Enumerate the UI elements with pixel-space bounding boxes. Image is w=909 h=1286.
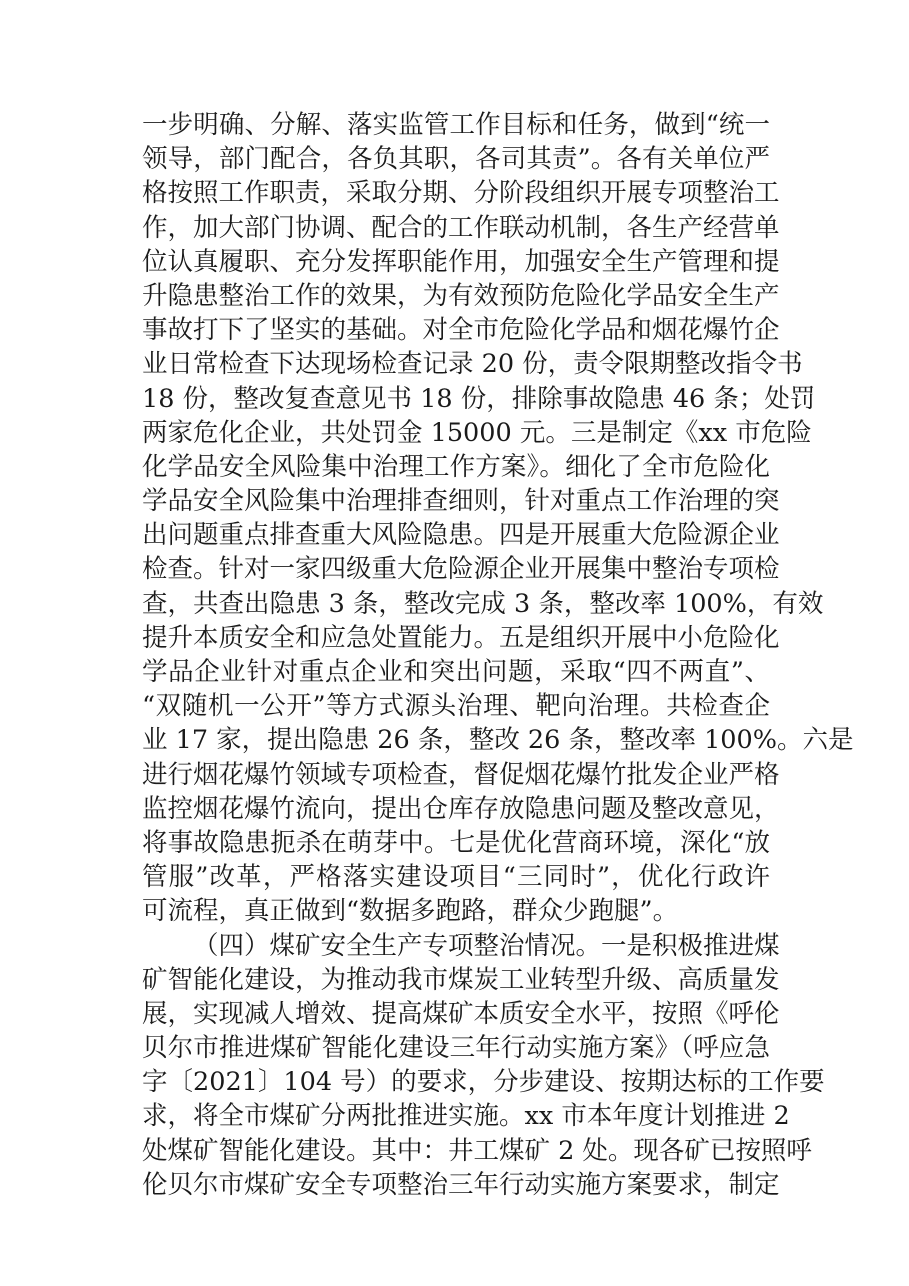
text-line: 业 17 家，提出隐患 26 条，整改 26 条，整改率 100%。六是: [142, 725, 854, 756]
text-line: 一步明确、分解、落实监管工作目标和任务，做到“统一: [142, 110, 770, 140]
text-line: 化学品安全风险集中治理工作方案》。细化了全市危险化: [142, 451, 770, 482]
text-line: 学品安全风险集中治理排查细则，针对重点工作治理的突: [142, 486, 780, 517]
text-line: 进行烟花爆竹领域专项检查，督促烟花爆竹批发企业严格: [142, 759, 780, 790]
text-line: 矿智能化建设，为推动我市煤炭工业转型升级、高质量发: [142, 964, 780, 995]
text-line: 展，实现减人增效、提高煤矿本质安全水平，按照《呼伦: [142, 998, 780, 1029]
text-line: 伦贝尔市煤矿安全专项整治三年行动实施方案要求，制定: [142, 1169, 780, 1200]
text-line: 字〔2021〕104 号）的要求，分步建设、按期达标的工作要: [142, 1067, 825, 1098]
text-line: 管服”改革，严格落实建设项目“三同时”，优化行政许: [142, 862, 770, 893]
text-line: 升隐患整治工作的效果，为有效预防危险化学品安全生产: [142, 280, 780, 311]
text-line: 两家危化企业，共处罚金 15000 元。三是制定《xx 市危险: [142, 417, 812, 448]
text-line: 监控烟花爆竹流向，提出仓库存放隐患问题及整改意见，: [142, 793, 780, 824]
text-line: 业日常检查下达现场检查记录 20 份，责令限期整改指令书: [142, 349, 803, 380]
text-line: 检查。针对一家四级重大危险源企业开展集中整治专项检: [142, 554, 780, 585]
text-line: 提升本质安全和应急处置能力。五是组织开展中小危险化: [142, 622, 780, 653]
text-line: 出问题重点排查重大风险隐患。四是开展重大危险源企业: [142, 520, 780, 551]
text-line: 领导，部门配合，各负其职，各司其责”。各有关单位严: [142, 144, 770, 175]
text-line: 学品企业针对重点企业和突出问题，采取“四不两直”、: [142, 657, 770, 687]
text-line: 贝尔市推进煤矿智能化建设三年行动实施方案》（呼应急: [142, 1033, 770, 1064]
section-heading-line: （四）煤矿安全生产专项整治情况。一是积极推进煤: [193, 930, 780, 961]
text-line: 求，将全市煤矿分两批推进实施。xx 市本年度计划推进 2: [142, 1101, 790, 1132]
text-line: 处煤矿智能化建设。其中：井工煤矿 2 处。现各矿已按照呼: [142, 1135, 812, 1166]
text-line: 事故打下了坚实的基础。对全市危险化学品和烟花爆竹企: [142, 315, 780, 346]
text-line: 格按照工作职责，采取分期、分阶段组织开展专项整治工: [142, 178, 780, 209]
text-line: 查，共查出隐患 3 条，整改完成 3 条，整改率 100%，有效: [142, 588, 824, 619]
text-line: 将事故隐患扼杀在萌芽中。七是优化营商环境，深化“放: [142, 827, 770, 858]
text-line: 作，加大部门协调、配合的工作联动机制，各生产经营单: [142, 212, 780, 243]
document-body: [142, 108, 854, 1202]
text-line: “双随机一公开”等方式源头治理、靶向治理。共检查企: [142, 691, 770, 722]
text-line: 18 份，整改复查意见书 18 份，排除事故隐患 46 条；处罚: [142, 383, 816, 414]
paragraph-end-line: 可流程，真正做到“数据多跑路，群众少跑腿”。: [142, 896, 679, 927]
text-line: 位认真履职、充分发挥职能作用，加强安全生产管理和提: [142, 246, 780, 277]
